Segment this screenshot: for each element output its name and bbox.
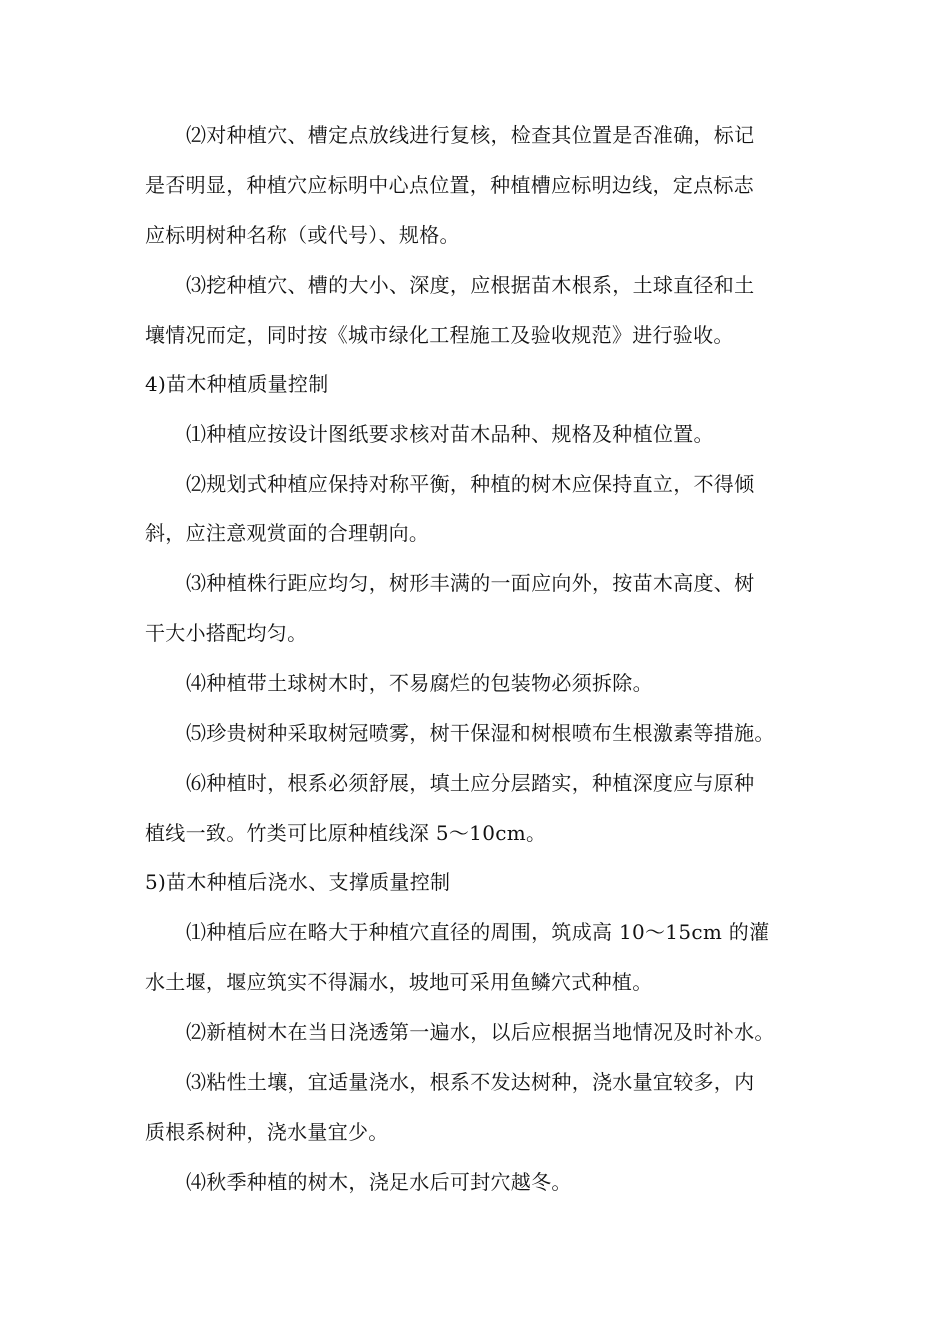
paragraph-line: 应标明树种名称（或代号）、规格。 [145,223,460,247]
paragraph-line: 斜，应注意观赏面的合理朝向。 [145,521,430,545]
paragraph-line: ⑶种植株行距应均匀，树形丰满的一面应向外，按苗木高度、树 [186,571,755,595]
section-heading: 4)苗木种植质量控制 [145,372,329,396]
paragraph-line: 植线一致。竹类可比原种植线深 5～10cm。 [145,821,547,845]
paragraph-line: ⑵规划式种植应保持对称平衡，种植的树木应保持直立，不得倾 [186,472,755,496]
paragraph-line: 壤情况而定，同时按《城市绿化工程施工及验收规范》进行验收。 [145,323,734,347]
paragraph-line: 干大小搭配均匀。 [145,621,308,645]
paragraph-line: ⑵对种植穴、槽定点放线进行复核，检查其位置是否准确，标记 [186,123,755,147]
paragraph-line: ⑸珍贵树种采取树冠喷雾，树干保湿和树根喷布生根激素等措施。 [186,721,775,745]
paragraph-line: 水土堰，堰应筑实不得漏水，坡地可采用鱼鳞穴式种植。 [145,970,653,994]
paragraph-line: ⑴种植应按设计图纸要求核对苗木品种、规格及种植位置。 [186,422,714,446]
paragraph-line: ⑷秋季种植的树木，浇足水后可封穴越冬。 [186,1170,572,1194]
paragraph-line: 质根系树种，浇水量宜少。 [145,1120,389,1144]
paragraph-line: ⑷种植带土球树木时，不易腐烂的包装物必须拆除。 [186,671,653,695]
paragraph-line: ⑶粘性土壤，宜适量浇水，根系不发达树种，浇水量宜较多，内 [186,1070,755,1094]
paragraph-line: 是否明显，种植穴应标明中心点位置，种植槽应标明边线，定点标志 [145,173,754,197]
paragraph-line: ⑴种植后应在略大于种植穴直径的周围，筑成高 10～15cm 的灌 [186,920,770,944]
paragraph-line: ⑵新植树木在当日浇透第一遍水，以后应根据当地情况及时补水。 [186,1020,775,1044]
paragraph-line: ⑹种植时，根系必须舒展，填土应分层踏实，种植深度应与原种 [186,771,755,795]
paragraph-line: ⑶挖种植穴、槽的大小、深度，应根据苗木根系，土球直径和土 [186,273,755,297]
section-heading: 5)苗木种植后浇水、支撑质量控制 [145,870,451,894]
